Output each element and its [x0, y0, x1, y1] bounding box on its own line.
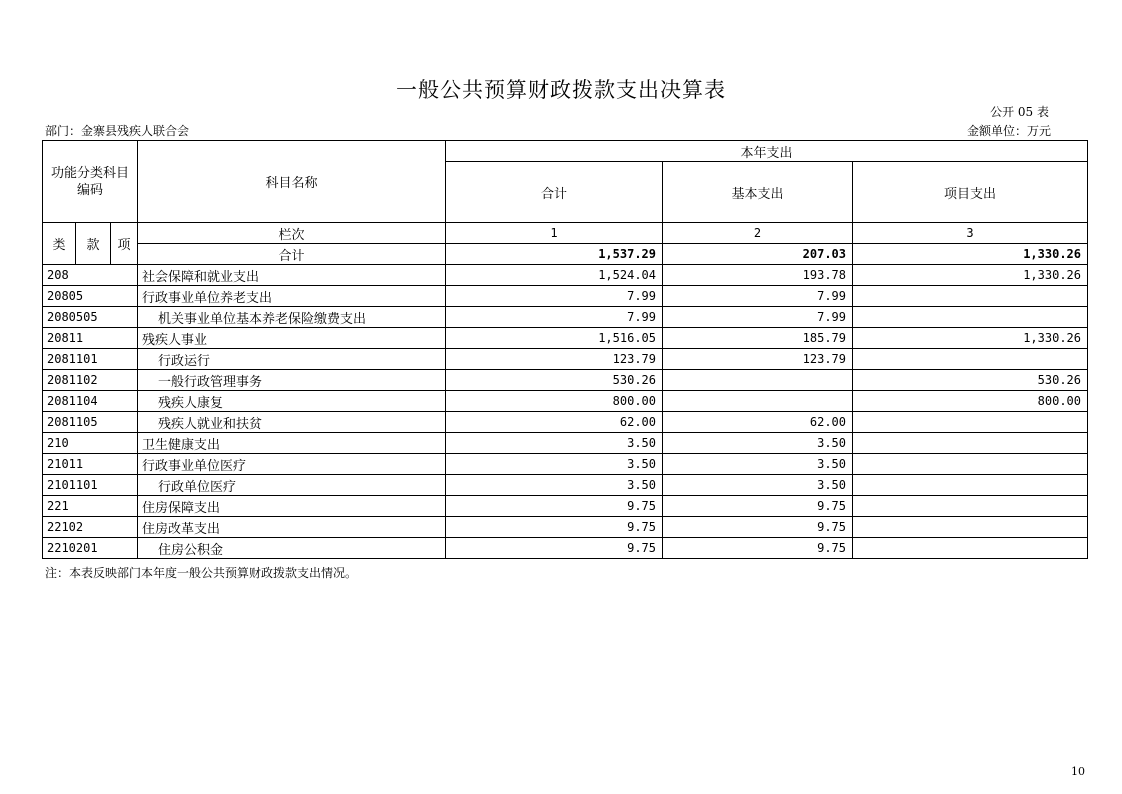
- row-project: [853, 349, 1088, 370]
- header-func-code-text: 功能分类科目编码: [50, 165, 129, 198]
- row-code: 2081105: [43, 412, 138, 433]
- row-code: 2081104: [43, 391, 138, 412]
- row-total: 9.75: [446, 538, 663, 559]
- row-project: 530.26: [853, 370, 1088, 391]
- row-total: 3.50: [446, 454, 663, 475]
- row-basic: 7.99: [663, 307, 853, 328]
- table-row: [43, 412, 1088, 433]
- row-project: 1,330.26: [853, 265, 1088, 286]
- expenditure-table: [42, 140, 1088, 559]
- row-basic: 123.79: [663, 349, 853, 370]
- row-code: 21011: [43, 454, 138, 475]
- row-total: 62.00: [446, 412, 663, 433]
- row-project: [853, 517, 1088, 538]
- table-row: [43, 328, 1088, 349]
- row-code: 20805: [43, 286, 138, 307]
- row-basic: 9.75: [663, 517, 853, 538]
- department-label: 部门：金寨县残疾人联合会: [45, 124, 190, 138]
- table-row: [43, 433, 1088, 454]
- row-subject-name: 住房公积金: [138, 538, 446, 559]
- row-basic: 3.50: [663, 433, 853, 454]
- row-subject-name: 行政事业单位医疗: [138, 454, 446, 475]
- table-row: [43, 538, 1088, 559]
- row-total: 530.26: [446, 370, 663, 391]
- row-total: 9.75: [446, 496, 663, 517]
- table-row: [43, 391, 1088, 412]
- row-project: [853, 286, 1088, 307]
- row-project: [853, 496, 1088, 517]
- row-basic: 193.78: [663, 265, 853, 286]
- row-project: [853, 538, 1088, 559]
- unit-label: 金额单位：万元: [966, 124, 1051, 138]
- row-subject-name: 社会保障和就业支出: [138, 265, 446, 286]
- table-header: [43, 141, 1088, 265]
- row-basic: 9.75: [663, 496, 853, 517]
- total-row-total: 1,537.29: [446, 244, 663, 265]
- header-col1: 1: [446, 223, 663, 244]
- row-subject-name: 残疾人就业和扶贫: [138, 412, 446, 433]
- table-row: [43, 265, 1088, 286]
- header-total: 合计: [446, 162, 663, 223]
- row-total: 800.00: [446, 391, 663, 412]
- row-subject-name: 住房保障支出: [138, 496, 446, 517]
- header-kuan: 款: [76, 223, 111, 265]
- row-code: 22102: [43, 517, 138, 538]
- row-subject-name: 残疾人康复: [138, 391, 446, 412]
- table-row: [43, 454, 1088, 475]
- table-row: [43, 370, 1088, 391]
- row-code: 208: [43, 265, 138, 286]
- row-subject-name: 一般行政管理事务: [138, 370, 446, 391]
- row-subject-name: 住房改革支出: [138, 517, 446, 538]
- form-number: 公开 05 表: [990, 105, 1049, 119]
- row-subject-name: 行政运行: [138, 349, 446, 370]
- row-basic: [663, 370, 853, 391]
- row-code: 20811: [43, 328, 138, 349]
- row-basic: 185.79: [663, 328, 853, 349]
- table-note: 注：本表反映部门本年度一般公共预算财政拨款支出情况。: [45, 566, 358, 580]
- row-basic: 3.50: [663, 454, 853, 475]
- row-project: [853, 454, 1088, 475]
- table-row: [43, 517, 1088, 538]
- row-basic: 3.50: [663, 475, 853, 496]
- row-total: 1,516.05: [446, 328, 663, 349]
- total-row-project: 1,330.26: [853, 244, 1088, 265]
- header-func-code: [43, 141, 138, 223]
- total-row-basic: 207.03: [663, 244, 853, 265]
- row-project: [853, 475, 1088, 496]
- page-number: 10: [1071, 765, 1085, 778]
- table-row: [43, 349, 1088, 370]
- row-total: 1,524.04: [446, 265, 663, 286]
- row-total: 7.99: [446, 307, 663, 328]
- row-code: 2101101: [43, 475, 138, 496]
- row-subject-name: 行政单位医疗: [138, 475, 446, 496]
- row-basic: 62.00: [663, 412, 853, 433]
- total-row-label: 合计: [138, 244, 446, 265]
- row-project: [853, 412, 1088, 433]
- row-total: 3.50: [446, 475, 663, 496]
- row-basic: 7.99: [663, 286, 853, 307]
- row-subject-name: 行政事业单位养老支出: [138, 286, 446, 307]
- row-project: [853, 433, 1088, 454]
- table-row: [43, 496, 1088, 517]
- row-subject-name: 残疾人事业: [138, 328, 446, 349]
- row-basic: [663, 391, 853, 412]
- header-col3: 3: [853, 223, 1088, 244]
- table-row: [43, 307, 1088, 328]
- row-subject-name: 卫生健康支出: [138, 433, 446, 454]
- row-project: 1,330.26: [853, 328, 1088, 349]
- header-col2: 2: [663, 223, 853, 244]
- row-subject-name: 机关事业单位基本养老保险缴费支出: [138, 307, 446, 328]
- row-code: 2081102: [43, 370, 138, 391]
- header-subject-name: 科目名称: [138, 141, 446, 223]
- header-lanci: 栏次: [138, 223, 446, 244]
- header-lei: 类: [43, 223, 76, 265]
- row-code: 2210201: [43, 538, 138, 559]
- row-total: 9.75: [446, 517, 663, 538]
- row-total: 123.79: [446, 349, 663, 370]
- row-code: 2081101: [43, 349, 138, 370]
- row-total: 7.99: [446, 286, 663, 307]
- row-code: 2080505: [43, 307, 138, 328]
- row-code: 210: [43, 433, 138, 454]
- table-row: [43, 475, 1088, 496]
- row-total: 3.50: [446, 433, 663, 454]
- header-xiang: 项: [111, 223, 138, 265]
- header-basic: 基本支出: [663, 162, 853, 223]
- row-basic: 9.75: [663, 538, 853, 559]
- table-row: [43, 286, 1088, 307]
- header-project: 项目支出: [853, 162, 1088, 223]
- table-body: [43, 265, 1088, 559]
- row-code: 221: [43, 496, 138, 517]
- page-title: 一般公共预算财政拨款支出决算表: [396, 78, 726, 102]
- row-project: [853, 307, 1088, 328]
- header-current-year: 本年支出: [446, 141, 1088, 162]
- row-project: 800.00: [853, 391, 1088, 412]
